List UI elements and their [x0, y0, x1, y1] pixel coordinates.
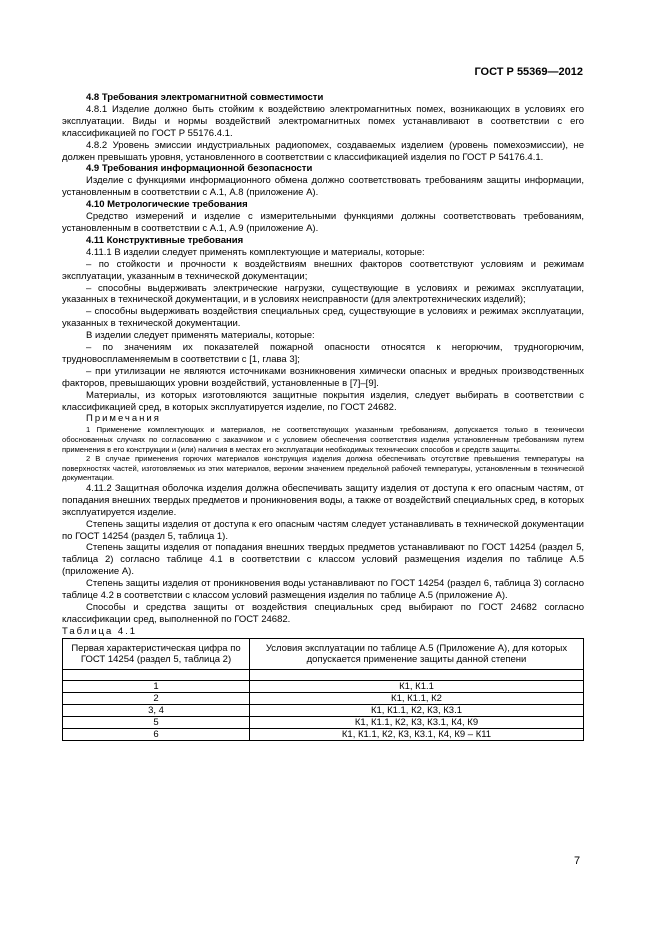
- page-content: [62, 92, 584, 741]
- paragraph: 4.8.2 Уровень эмиссии индустриальных радиопомех, создаваемых изделием (уровень помехоэмиссии), не должен превышать уровня, установленного в соответствии с классификацией изделия по ГОСТ Р 54176.4.1.: [62, 139, 584, 163]
- paragraph: Степень защиты изделия от попадания внешних твердых предметов устанавливают по ГОСТ 14254 (раздел 5, таблица 2) согласно таблице 4.1 в соответствии с классом условий размещения изделия по таблице А.5 (приложение А).: [62, 542, 584, 578]
- table-row: [63, 716, 584, 728]
- section-heading: 4.8 Требования электромагнитной совместимости: [86, 92, 324, 103]
- table-body: [63, 669, 584, 740]
- table-header-cell: Условия эксплуатации по таблице А.5 (Приложение А), для которых допускается применение защиты данной степени: [250, 638, 584, 669]
- table-row: [63, 728, 584, 740]
- paragraph: Степень защиты изделия от доступа к его опасным частям следует устанавливать в технической документации по ГОСТ 14254 (раздел 5, таблица 1).: [62, 518, 584, 542]
- table-cell: К1, К1.1, К2, К3, К3.1, К4, К9: [250, 716, 584, 728]
- paragraph: В изделии следует применять материалы, которые:: [86, 330, 315, 342]
- table-cell: 3, 4: [63, 704, 250, 716]
- table-cell: 2: [63, 692, 250, 704]
- paragraph: Степень защиты изделия от проникновения воды устанавливают по ГОСТ 14254 (раздел 6, таблица 3) согласно таблице 4.2 в соответствии с классом условий размещения изделия по таблице А.5 (приложение А).: [62, 578, 584, 602]
- table-row: [63, 680, 584, 692]
- table-cell: К1, К1.1, К2, К3, К3.1: [250, 704, 584, 716]
- paragraph: – способны выдерживать воздействия специальных сред, существующие в условиях и режимах эксплуатации, указанных в технической документации.: [62, 306, 584, 330]
- paragraph: – способны выдерживать электрические нагрузки, существующие в условиях и режимах эксплуатации, указанных в технической документации, и в условиях неисправности (для электротехнических изделий);: [62, 282, 584, 306]
- table-4-1: [62, 638, 584, 741]
- table-title: Таблица 4.1: [62, 625, 138, 637]
- page-number: 7: [574, 855, 581, 867]
- section-heading: 4.10 Метрологические требования: [86, 199, 248, 211]
- paragraph: Материалы, из которых изготовляются защитные покрытия изделия, следует выбирать в соответствии с классификацией сред, в которых эксплуатируется изделие, по ГОСТ 24682.: [62, 389, 584, 413]
- note-paragraph: 2 В случае применения горючих материалов конструкция изделия должна обеспечивать отсутствие превышения температуры на поверхностях частей, изготовляемых из этих материалов, верхним значением предельной рабочей температуры, установленным в технической документации.: [62, 454, 584, 483]
- table-cell: 5: [63, 716, 250, 728]
- paragraph: – по стойкости и прочности к воздействиям внешних факторов соответствуют условиям и режимам эксплуатации, указанным в технической документации;: [62, 258, 584, 282]
- section-heading: 4.9 Требования информационной безопасности: [86, 163, 313, 175]
- table-cell: 1: [63, 680, 250, 692]
- table-cell: К1, К1.1, К2: [250, 692, 584, 704]
- table-row: [63, 704, 584, 716]
- table-header-row: [63, 638, 584, 669]
- note-paragraph: 1 Применение комплектующих и материалов, не соответствующих указанным требованиям, допускается только в технически обоснованных случаях по согласованию с заказчиком и с условием обеспечения соответствия изделия установленным требованиям путем применения в его конструкции и (или) наличия в местах его эксплуатации необходимых технических способов и средств защиты.: [62, 425, 584, 454]
- paragraph: Изделие с функциями информационного обмена должно соответствовать требованиям защиты информации, установленным в соответствии с А.1, А.8 (приложение А).: [62, 175, 584, 199]
- paragraph: 4.11.1 В изделии следует применять комплектующие и материалы, которые:: [86, 246, 425, 258]
- paragraph: – по значениям их показателей пожарной опасности относятся к негорючим, трудногорючим, трудновоспламеняемым в соответствии с [1, глава 3];: [62, 342, 584, 365]
- paragraph: – при утилизации не являются источниками возникновения химически опасных и вредных производственных факторов, превышающих уровни воздействий, установленные в [7]–[9].: [62, 365, 584, 389]
- notes-heading: Примечания: [86, 413, 161, 425]
- paragraph: 4.8.1 Изделие должно быть стойким к воздействию электромагнитных помех, возникающих в условиях его эксплуатации. Виды и нормы воздействий электромагнитных помех устанавливают в соответствии с его классификацией по ГОСТ Р 55176.4.1.: [62, 103, 584, 139]
- text-blocks: [62, 92, 584, 626]
- paragraph: 4.11.2 Защитная оболочка изделия должна обеспечивать защиту изделия от доступа к его опасным частям, от попадания внешних твердых предметов и проникновения воды, а также от воздействий специальных сред, в которых эксплуатируется изделие.: [62, 482, 584, 518]
- table-cell: К1, К1.1: [250, 680, 584, 692]
- table-spacer-row: [63, 669, 584, 680]
- table-cell: К1, К1.1, К2, К3, К3.1, К4, К9 – К11: [250, 728, 584, 740]
- section-heading: 4.11 Конструктивные требования: [86, 234, 244, 246]
- table-row: [63, 692, 584, 704]
- paragraph: Средство измерений и изделие с измерительными функциями должны соответствовать требованиям, установленным в соответствии с А.1, А.9 (приложение А).: [62, 211, 584, 234]
- table-cell: 6: [63, 728, 250, 740]
- document-code: ГОСТ Р 55369—2012: [474, 66, 583, 78]
- table-header-cell: Первая характеристическая цифра по ГОСТ 14254 (раздел 5, таблица 2): [63, 638, 250, 669]
- paragraph: Способы и средства защиты от воздействия специальных сред выбирают по ГОСТ 24682 согласно классификации сред, выполненной по ГОСТ 24682.: [62, 602, 584, 625]
